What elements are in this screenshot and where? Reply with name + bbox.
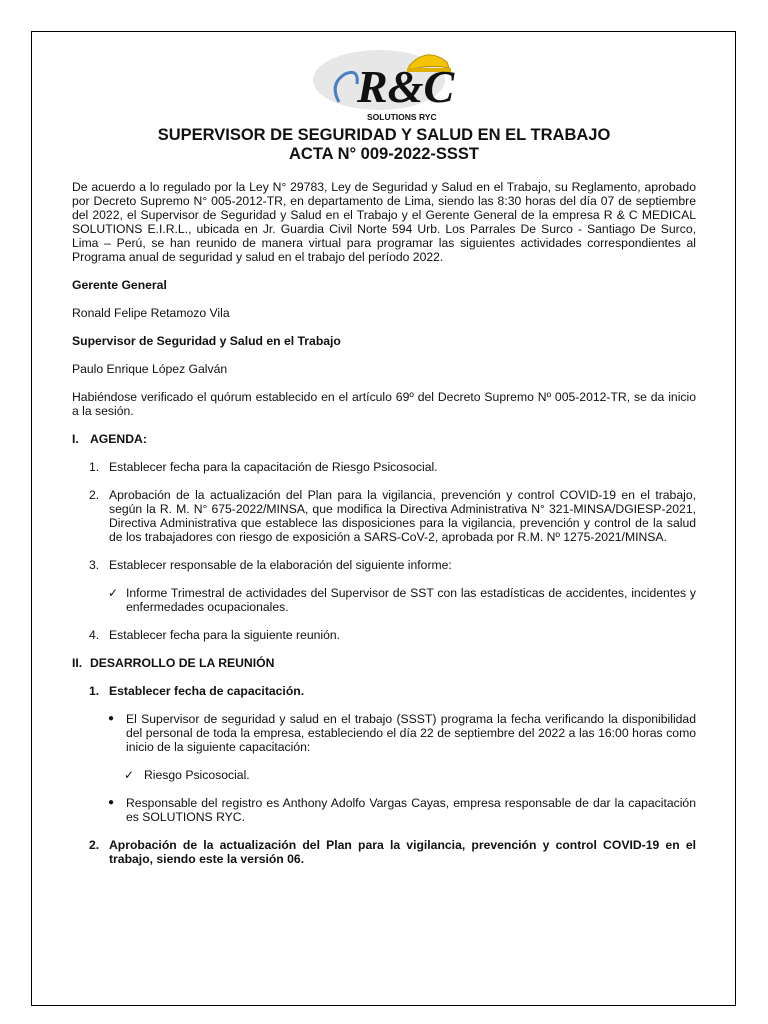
item-number: 4. <box>89 628 100 642</box>
agenda-item <box>89 488 696 544</box>
bullet-text: El Supervisor de seguridad y salud en el trabajo (SSST) programa la fecha verificando la disponibilidad del personal de toda la empresa, estableciendo el día 22 de septiembre del 2022 a las 16:00 horas como inicio de la siguiente capacitación: <box>126 712 696 754</box>
gerente-name: Ronald Felipe Retamozo Vila <box>72 306 230 320</box>
section-desarrollo-heading <box>72 656 696 670</box>
item-text: Establecer fecha para la capacitación de Riesgo Psicosocial. <box>109 460 438 474</box>
item-text: Aprobación de la actualización del Plan para la vigilancia, prevención y control COVID-19 en el trabajo, según la R. M. N° 675-2022/MINSA, que modifica la Directiva Administrativa N° 321-MINSA/DGIESP-2021, Directiva Administrativa que establece las disposiciones para la vigilancia, prevención y control de la salud de los trabajadores con riesgo de exposición a SARS-CoV-2, aprobada por R.M. Nº 1275-2021/MINSA. <box>109 488 696 544</box>
intro-paragraph: De acuerdo a lo regulado por la Ley N° 29783, Ley de Seguridad y Salud en el Trabajo, su Reglamento, aprobado por Decreto Supremo N° 005-2012-TR, en departamento de Lima, siendo las 8:30 horas del día 07 de septiembre del 2022, el Supervisor de Seguridad y Salud en el Trabajo y el Gerente General de la empresa R & C MEDICAL SOLUTIONS E.I.R.L., ubicada en Jr. Guardia Civil Norte 594 Urb. Los Parrales De Surco - Santiago De Surco, Lima – Perú, se han reunido de manera virtual para programar las siguientes actividades correspondientes al Programa anual de seguridad y salud en el trabajo del período 2022. <box>72 180 696 264</box>
document-body <box>72 44 696 866</box>
item-text: Establecer responsable de la elaboración del siguiente informe: <box>109 558 452 572</box>
subsection-title: Aprobación de la actualización del Plan para la vigilancia, prevención y control COVID-19 en el trabajo, siendo este la versión 06. <box>109 838 696 866</box>
checkmark-icon: ✓ <box>124 768 135 782</box>
document-title <box>72 126 696 164</box>
section-title: DESARROLLO DE LA REUNIÓN <box>90 656 275 670</box>
subsection-heading <box>89 684 696 698</box>
check-item-text: Riesgo Psicosocial. <box>144 768 250 782</box>
bullet-item <box>108 796 696 824</box>
title-line-2: ACTA N° 009-2022-SSST <box>289 145 479 163</box>
subsection-number: 1. <box>89 684 100 698</box>
item-text: Establecer fecha para la siguiente reunión. <box>109 628 341 642</box>
bullet-icon: ● <box>108 713 115 724</box>
bullet-text: Responsable del registro es Anthony Adolfo Vargas Cayas, empresa responsable de dar la capacitación es SOLUTIONS RYC. <box>126 796 696 824</box>
subsection-heading <box>89 838 696 866</box>
title-line-1: SUPERVISOR DE SEGURIDAD Y SALUD EN EL TRABAJO <box>157 126 611 144</box>
logo-tagline: SOLUTIONS RYC <box>367 112 437 122</box>
section-number: I. <box>72 432 79 446</box>
agenda-item <box>89 558 696 572</box>
item-number: 3. <box>89 558 100 572</box>
item-number: 2. <box>89 488 100 502</box>
supervisor-label: Supervisor de Seguridad y Salud en el Trabajo <box>72 334 341 348</box>
gerente-label: Gerente General <box>72 278 167 292</box>
section-agenda-heading <box>72 432 696 446</box>
agenda-item <box>89 628 696 642</box>
section-title: AGENDA: <box>90 432 147 446</box>
quorum-paragraph: Habiéndose verificado el quórum establecido en el artículo 69º del Decreto Supremo Nº 005-2012-TR, se da inicio a la sesión. <box>72 390 696 418</box>
logo-text: R&C <box>357 61 455 112</box>
section-number: II. <box>72 656 83 670</box>
check-item <box>124 768 696 782</box>
subsection-title: Establecer fecha de capacitación. <box>109 684 305 698</box>
checkmark-icon: ✓ <box>108 586 119 600</box>
bullet-item <box>108 712 696 754</box>
company-logo <box>309 44 459 124</box>
subsection-number: 2. <box>89 838 100 852</box>
agenda-item <box>89 460 696 474</box>
agenda-check-item <box>108 586 696 614</box>
check-item-text: Informe Trimestral de actividades del Supervisor de SST con las estadísticas de accidentes, incidentes y enfermedades ocupacionales. <box>126 586 696 614</box>
bullet-icon: ● <box>108 797 115 808</box>
item-number: 1. <box>89 460 100 474</box>
supervisor-name: Paulo Enrique López Galván <box>72 362 228 376</box>
